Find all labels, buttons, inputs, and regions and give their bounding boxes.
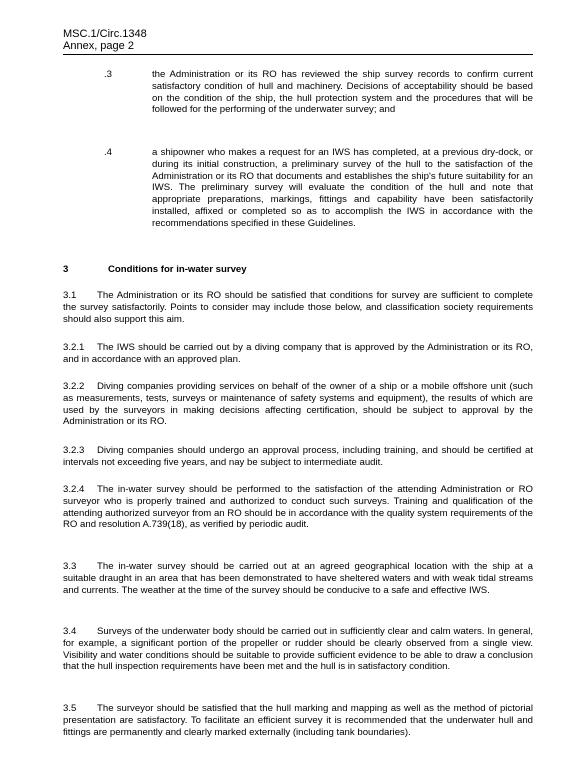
paragraph-text: Diving companies should undergo an approval process, including training, and should be certified at intervals not exceeding five years, and nay be subject to intermediate audit. xyxy=(63,445,533,468)
page-header xyxy=(63,28,147,52)
paragraph xyxy=(63,561,533,596)
section-title: Conditions for in-water survey xyxy=(108,264,247,275)
section-number: 3 xyxy=(63,264,69,275)
paragraph-number: 3.5 xyxy=(63,703,77,714)
paragraph-text: Surveys of the underwater body should be carried out in sufficiently clear and calm waters. In general, for example, a significant portion of the propeller or rudder should be clearly observed from a single view. Visibility and water conditions should be suitable to provide sufficient evidence to be able to draw a conclusion that the hull inspection requirements have been met and the hull is in satisfactory condition. xyxy=(63,626,533,673)
paragraph-number: 3.1 xyxy=(63,290,77,301)
sub-item-text: the Administration or its RO has reviewed the ship survey records to confirm current satisfactory condition of hull and machinery. Decisions of acceptability should be based on the condition of the ship, the hull protection system and the procedures that will be followed for the performing of the underwater survey; and xyxy=(152,69,533,116)
document-reference: MSC.1/Circ.1348 xyxy=(63,28,147,40)
sub-item-text: a shipowner who makes a request for an IWS has completed, at a previous dry-dock, or during its initial construction, a preliminary survey of the hull to the satisfaction of the Administration or its RO that documents and establishes the ship's future suitability for an IWS. The preliminary survey will evaluate the condition of the hull and note that appropriate preparations, markings, fittings and capability have been satisfactorily installed, affixed or completed so as to accomplish the IWS in accordance with the recommendations specified in these Guidelines. xyxy=(152,147,533,229)
paragraph-number: 3.2.4 xyxy=(63,484,85,495)
header-divider xyxy=(63,54,533,55)
paragraph xyxy=(63,703,533,738)
paragraph-text: The in-water survey should be performed to the satisfaction of the attending Administration or RO surveyor who is properly trained and authorized to conduct such surveys. Training and qualification of the attending authorized surveyor from an RO should be in accordance with the quality system requirements of the RO and resolution A.739(18), as verified by periodic audit. xyxy=(63,484,533,531)
paragraph-number: 3.3 xyxy=(63,561,77,572)
paragraph xyxy=(63,342,533,366)
paragraph-number: 3.4 xyxy=(63,626,77,637)
paragraph-number: 3.2.3 xyxy=(63,445,85,456)
paragraph-text: The IWS should be carried out by a diving company that is approved by the Administration or its RO, and in accordance with an approved plan. xyxy=(63,342,533,365)
paragraph xyxy=(63,445,533,469)
page-reference: Annex, page 2 xyxy=(63,40,134,52)
paragraph-text: The surveyor should be satisfied that the hull marking and mapping as well as the method of pictorial presentation are satisfactory. To facilitate an efficient survey it is recommended that the underwater hull and fittings are permanently and clearly marked externally (including tank boundaries). xyxy=(63,703,533,738)
paragraph-text: The in-water survey should be carried out at an agreed geographical location with the ship at a suitable draught in an area that has been demonstrated to have sheltered waters and with weak tidal streams and currents. The weather at the time of the survey should be conducive to a safe and effective IWS. xyxy=(63,561,533,596)
paragraph xyxy=(63,626,533,673)
sub-item-number: .4 xyxy=(104,147,113,158)
paragraph-number: 3.2.1 xyxy=(63,342,85,353)
paragraph-text: The Administration or its RO should be satisfied that conditions for survey are sufficient to complete the survey satisfactorily. Points to consider may include those below, and classification society requirements should also support this aim. xyxy=(63,290,533,325)
paragraph xyxy=(63,381,533,428)
paragraph xyxy=(63,290,533,325)
paragraph-text: Diving companies providing services on behalf of the owner of a ship or a mobile offshore unit (such as measurements, tests, surveys or maintenance of safety systems and equipment), the results of which are used by the surveyors in making decisions affecting certification, should be subject to approval by the Administration or its RO. xyxy=(63,381,533,428)
sub-item-number: .3 xyxy=(104,69,113,80)
paragraph-number: 3.2.2 xyxy=(63,381,85,392)
paragraph xyxy=(63,484,533,531)
